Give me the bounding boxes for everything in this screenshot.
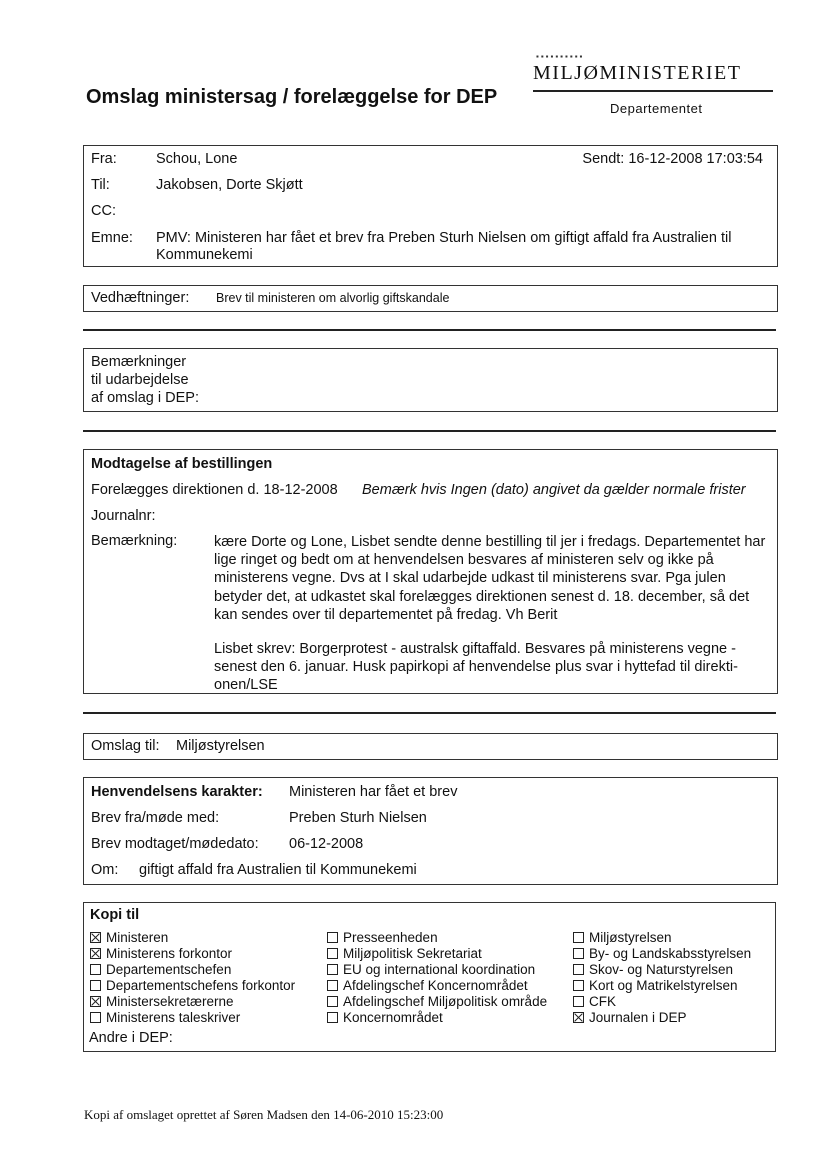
order-deadline: Forelægges direktionen d. 18-12-2008 [91, 482, 338, 498]
copy-checkbox[interactable]: Miljøstyrelsen [573, 930, 672, 945]
copy-checkbox[interactable]: Kort og Matrikelstyrelsen [573, 978, 738, 993]
character-value: Ministeren har fået et brev [289, 784, 458, 800]
footer-note: Kopi af omslaget oprettet af Søren Madsen den 14-06-2010 15:23:00 [84, 1107, 444, 1122]
emne-label: Emne: [91, 230, 133, 246]
from-value: Preben Sturh Nielsen [289, 810, 427, 826]
divider [83, 329, 776, 331]
copy-checkbox[interactable]: Presseenheden [327, 930, 438, 945]
remark-label: Bemærkning: [91, 533, 178, 549]
copy-checkbox[interactable]: Ministerens forkontor [90, 946, 232, 961]
about-label: Om: [91, 862, 119, 878]
copy-checkbox[interactable]: By- og Landskabsstyrelsen [573, 946, 751, 961]
checkbox-icon [327, 1012, 338, 1023]
checkbox-icon [90, 948, 101, 959]
inquiry-box [83, 777, 778, 885]
attachments-box [83, 285, 778, 312]
received-label: Brev modtaget/mødedato: [91, 836, 259, 852]
checkbox-icon [327, 964, 338, 975]
cover-box [83, 733, 778, 760]
copy-checkbox[interactable]: Miljøpolitisk Sekretariat [327, 946, 482, 961]
checkbox-icon [90, 1012, 101, 1023]
checkbox-icon [90, 980, 101, 991]
order-deadline-note: Bemærk hvis Ingen (dato) angivet da gælder normale frister [362, 482, 746, 498]
order-heading: Modtagelse af bestillingen [91, 456, 273, 472]
checkbox-icon [573, 980, 584, 991]
divider [83, 430, 776, 432]
copy-checkbox[interactable]: Departementschefens forkontor [90, 978, 295, 993]
checkbox-icon [573, 964, 584, 975]
logo-underline [533, 90, 773, 92]
remark-paragraph-1: kære Dorte og Lone, Lisbet sendte denne bestilling til jer i fredags. Departementet har lige ringet og bedt om at henvendelsen besvares af ministeren selv og ikke på ministerens vegne. Dvs at I skal udarbejde udkast til ministerens svar. Pga julen betyder det, at udkastet skal forelægges direktionen senest d. 18. december, så det kan sendes over til departementet på fredag. Vh Berit [214, 534, 766, 623]
copy-checkbox[interactable]: EU og international koordination [327, 962, 535, 977]
copy-checkbox[interactable]: Ministersekretærerne [90, 994, 234, 1009]
checkbox-icon [573, 948, 584, 959]
copy-checkbox[interactable]: Departementschefen [90, 962, 231, 977]
til-value: Jakobsen, Dorte Skjøtt [156, 177, 303, 193]
sendt-value: Sendt: 16-12-2008 17:03:54 [582, 151, 763, 167]
department-name: Departementet [610, 101, 703, 116]
copy-checkbox[interactable]: Journalen i DEP [573, 1010, 687, 1025]
checkbox-icon [573, 932, 584, 943]
logo-dots: ▪▪▪▪▪▪▪▪▪▪ [536, 52, 585, 61]
checkbox-icon [573, 996, 584, 1007]
emne-line-1: PMV: Ministeren har fået et brev fra Preben Sturh Nielsen om giftigt affald fra Australien til [156, 230, 732, 246]
cc-label: CC: [91, 203, 116, 219]
received-value: 06-12-2008 [289, 836, 364, 852]
copy-box [83, 902, 776, 1052]
about-value: giftigt affald fra Australien til Kommunekemi [139, 862, 417, 878]
mail-metadata-box [83, 145, 778, 267]
fra-value: Schou, Lone [156, 151, 238, 167]
attachments-label: Vedhæftninger: [91, 290, 190, 306]
others-label: Andre i DEP: [89, 1030, 173, 1046]
checkbox-icon [90, 964, 101, 975]
copy-checkbox[interactable]: Ministerens taleskriver [90, 1010, 240, 1025]
copy-checkbox[interactable]: Afdelingschef Miljøpolitisk område [327, 994, 547, 1009]
remarks-label-3: af omslag i DEP: [91, 390, 199, 406]
checkbox-icon [90, 932, 101, 943]
til-label: Til: [91, 177, 110, 193]
checkbox-icon [327, 932, 338, 943]
remarks-label-1: Bemærkninger [91, 354, 187, 370]
copy-checkbox[interactable]: Koncernområdet [327, 1010, 443, 1025]
ministry-logo: MILJØMINISTERIET [533, 62, 742, 84]
copy-checkbox[interactable]: Skov- og Naturstyrelsen [573, 962, 733, 977]
checkbox-icon [90, 996, 101, 1007]
copy-checkbox[interactable]: CFK [573, 994, 616, 1009]
checkbox-icon [327, 948, 338, 959]
divider [83, 712, 776, 714]
cover-label: Omslag til: [91, 738, 160, 754]
remark-paragraph-2: Lisbet skrev: Borgerprotest - australsk giftaffald. Besvares på ministerens vegne - senest den 6. januar. Husk papirkopi af henvendelse plus svar i hyttefad til direkti-onen/LSE [214, 641, 738, 694]
from-label: Brev fra/møde med: [91, 810, 220, 826]
remarks-label-2: til udarbejdelse [91, 372, 189, 388]
copy-heading: Kopi til [90, 907, 140, 923]
fra-label: Fra: [91, 151, 117, 167]
cover-value: Miljøstyrelsen [176, 738, 265, 754]
page-title: Omslag ministersag / forelæggelse for DEP [86, 86, 498, 108]
copy-checkbox[interactable]: Afdelingschef Koncernområdet [327, 978, 528, 993]
remarks-box [83, 348, 778, 412]
attachment-link[interactable]: Brev til ministeren om alvorlig giftskandale [216, 291, 450, 305]
order-box [83, 449, 778, 694]
character-label: Henvendelsens karakter: [91, 784, 263, 800]
checkbox-icon [327, 996, 338, 1007]
checkbox-icon [327, 980, 338, 991]
checkbox-icon [573, 1012, 584, 1023]
journal-label: Journalnr: [91, 508, 156, 524]
copy-checkbox[interactable]: Ministeren [90, 930, 168, 945]
emne-line-2: Kommunekemi [156, 247, 253, 263]
